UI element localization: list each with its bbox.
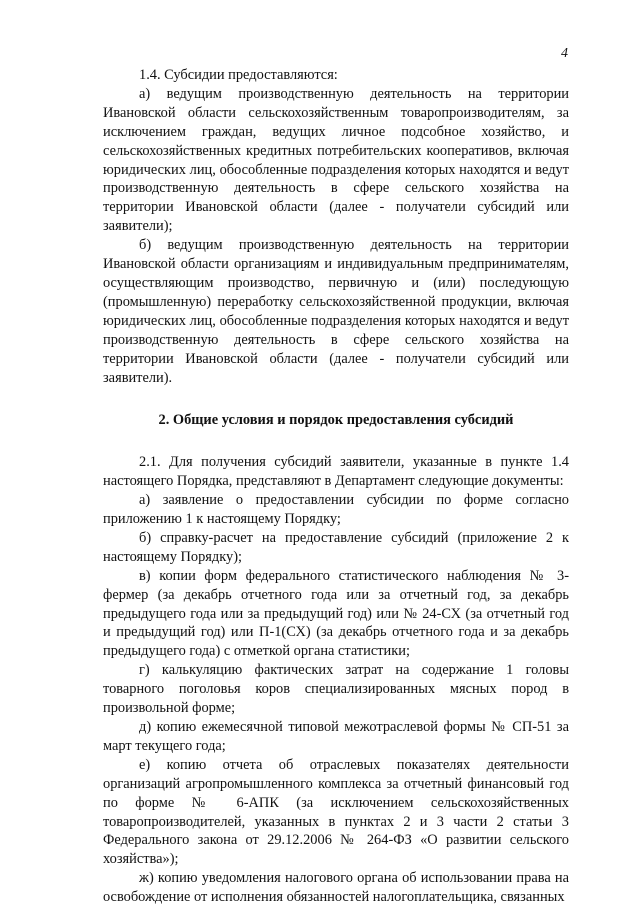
paragraph-1-4: 1.4. Субсидии предоставляются: [139, 67, 338, 83]
paragraph-2-1-a: а) заявление о предоставлении субсидии по форме согласно приложению 1 к настоящему Порядку; [103, 492, 569, 528]
paragraph-2-1-e: е) копию отчета об отраслевых показателях деятельности организаций агропромышленного комплекса за отчетный финансовый год по форме № 6-АПК (за исключением сельскохозяйственных товаропроизводителей, указанных в пунктах 2 и 3 части 2 статьи 3 Федерального закона от 29.12.2006 № 264-ФЗ «О развитии сельского хозяйства»); [103, 756, 569, 868]
paragraph-2-1-zh: ж) копию уведомления налогового органа об использовании права на освобождение от исполнения обязанностей налогоплательщика, связанных [103, 870, 569, 906]
page-number: 4 [561, 46, 568, 61]
paragraph-1-4-b: б) ведущим производственную деятельность на территории Ивановской области организациям и индивидуальным предпринимателям, осуществляющим производство, первичную и (или) последующую (промышленную) переработку сельскохозяйственной продукции, включая юридических лиц, обособленные подразделения которых находятся и ведут производственную деятельность в сфере сельского хозяйства на территории Ивановской области (далее - получатели субсидий или заявители). [103, 237, 569, 386]
paragraph-2-1-b: б) справку-расчет на предоставление субсидий (приложение 2 к настоящему Порядку); [103, 529, 569, 565]
section-heading: 2. Общие условия и порядок предоставления субсидий [158, 412, 514, 429]
paragraph-2-1-v: в) копии форм федерального статистического наблюдения № 3-фермер (за декабрь отчетного года или за отчетный год, за декабрь предыдущего года или за предыдущий год) или № 24-СХ (за отчетный год и предыдущий год) или П-1(СХ) (за декабрь отчетного года и за декабрь предыдущего года) с отметкой органа статистики; [103, 567, 569, 660]
paragraph-1-4-a: а) ведущим производственную деятельность на территории Ивановской области сельскохозяйственным товаропроизводителям, за исключением граждан, ведущих личное подсобное хозяйство, и сельскохозяйственных кредитных потребительских кооперативов, включая юридических лиц, обособленные подразделения которых находятся и ведут производственную деятельность в сфере сельского хозяйства на территории Ивановской области (далее - получатели субсидий или заявители); [103, 85, 569, 235]
document-body [103, 66, 569, 907]
paragraph-2-1-g: г) калькуляцию фактических затрат на содержание 1 головы товарного поголовья коров специализированных мясных пород в произвольной форме; [103, 662, 569, 717]
paragraph-2-1-d: д) копию ежемесячной типовой межотраслевой формы № СП-51 за март текущего года; [103, 719, 569, 754]
paragraph-2-1: 2.1. Для получения субсидий заявители, указанные в пункте 1.4 настоящего Порядка, представляют в Департамент следующие документы: [103, 454, 569, 490]
